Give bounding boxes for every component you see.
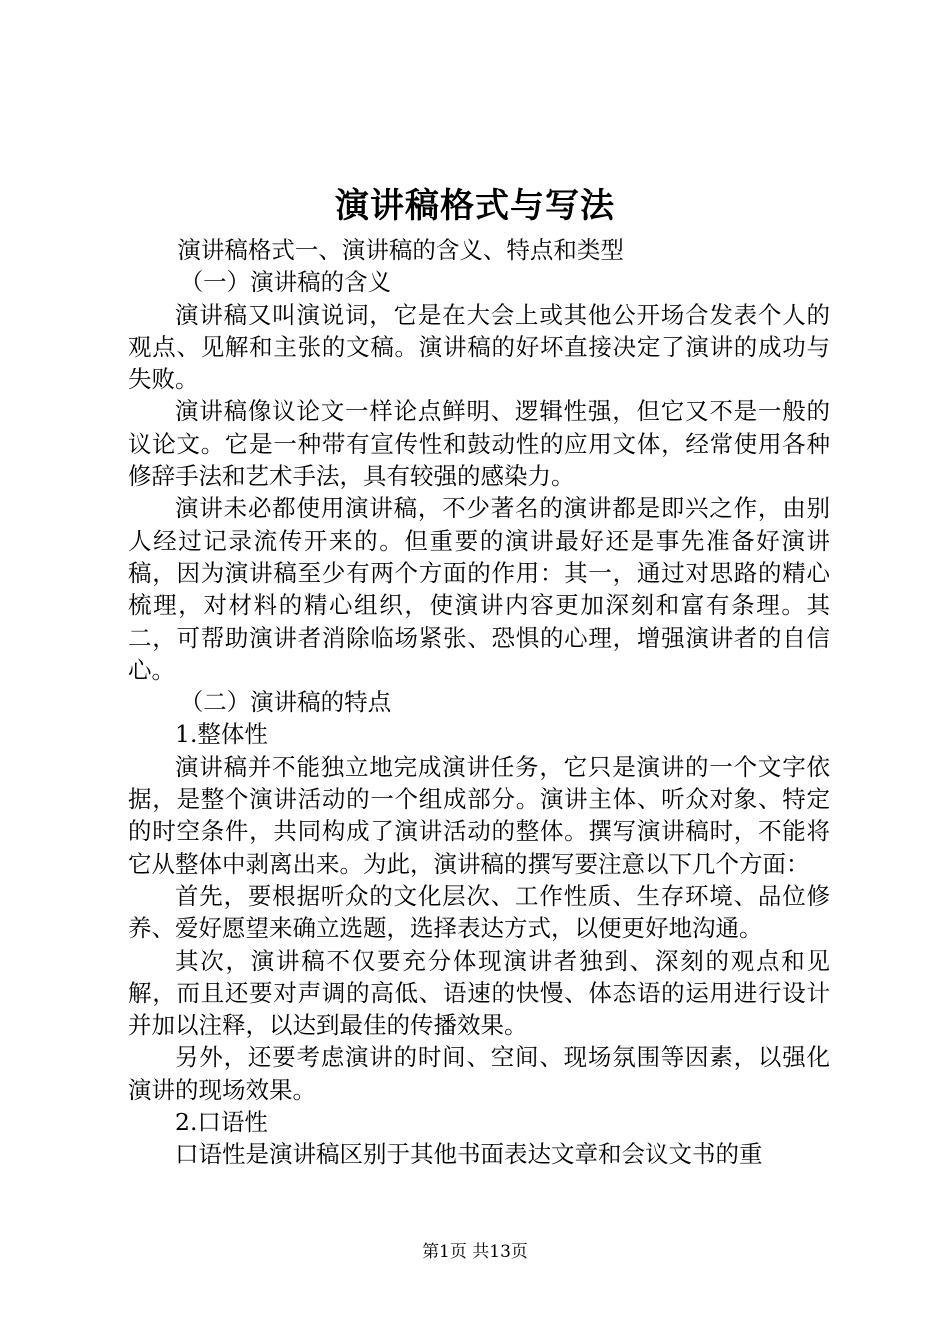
paragraph: 其次，演讲稿不仅要充分体现演讲者独到、深刻的观点和见解，而且还要对声调的高低、语速的快慢、体态语的运用进行设计并加以注释，以达到最佳的传播效果。: [128, 946, 830, 1040]
paragraph: 另外，还要考虑演讲的时间、空间、现场氛围等因素，以强化演讲的现场效果。: [128, 1043, 830, 1104]
page-footer: 第1页 共13页: [422, 1242, 528, 1262]
paragraph: 首先，要根据听众的文化层次、工作性质、生存环境、品位修养、爱好愿望来确立选题，选择表达方式，以便更好地沟通。: [128, 881, 830, 943]
paragraph: 口语性是演讲稿区别于其他书面表达文章和会议文书的重: [175, 1140, 763, 1169]
paragraph: 演讲未必都使用演讲稿，不少著名的演讲都是即兴之作，由别人经过记录流传开来的。但重要的演讲最好还是事先准备好演讲稿，因为演讲稿至少有两个方面的作用：其一，通过对思路的精心梳理，对材料的精心组织，使演讲内容更加深刻和富有条理。其二，可帮助演讲者消除临场紧张、恐惧的心理，增强演讲者的自信心。: [128, 494, 830, 684]
paragraph-section-heading: 演讲稿格式一、演讲稿的含义、特点和类型: [177, 236, 624, 264]
paragraph-subheading-meaning: （一）演讲稿的含义: [179, 268, 392, 297]
paragraph: 演讲稿像议论文一样论点鲜明、逻辑性强，但它又不是一般的议论文。它是一种带有宣传性和鼓动性的应用文体，经常使用各种修辞手法和艺术手法，具有较强的感染力。: [128, 397, 830, 491]
document-body: [128, 234, 830, 1171]
paragraph-item-heading: 2.口语性: [175, 1108, 268, 1137]
paragraph: 演讲稿又叫演说词，它是在大会上或其他公开场合发表个人的观点、见解和主张的文稿。演讲稿的好坏直接决定了演讲的成功与失败。: [128, 300, 830, 394]
paragraph: 演讲稿并不能独立地完成演讲任务，它只是演讲的一个文字依据，是整个演讲活动的一个组成部分。演讲主体、听众对象、特定的时空条件，共同构成了演讲活动的整体。撰写演讲稿时，不能将它从整体中剥离出来。为此，演讲稿的撰写要注意以下几个方面：: [128, 752, 830, 878]
paragraph-item-heading: 1.整体性: [175, 720, 268, 749]
paragraph-subheading-features: （二）演讲稿的特点: [179, 688, 392, 717]
document-title: 演讲稿格式与写法: [335, 186, 615, 226]
